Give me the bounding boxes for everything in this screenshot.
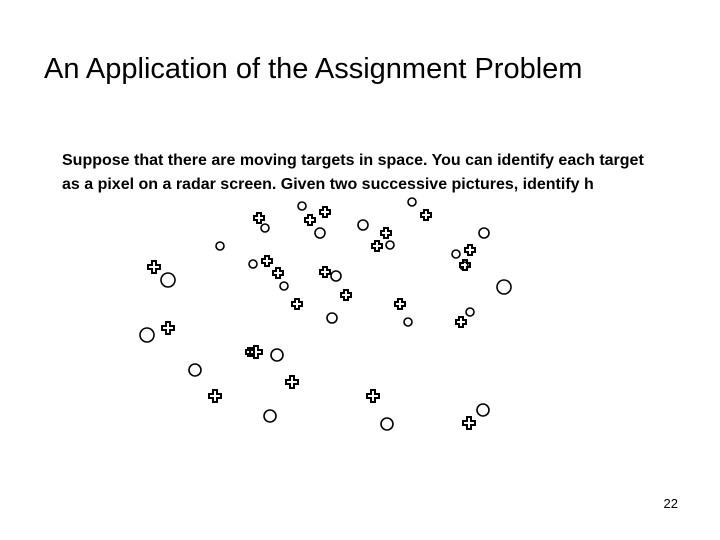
target-plus-icon — [320, 267, 330, 277]
target-circle-icon — [358, 220, 368, 230]
target-plus-icon — [292, 299, 302, 309]
target-plus-icon — [367, 390, 379, 402]
target-circle-icon — [479, 228, 489, 238]
target-plus-icon — [162, 322, 174, 334]
target-circle-icon — [404, 318, 412, 326]
target-plus-icon — [372, 241, 382, 251]
target-circle-icon — [271, 349, 283, 361]
target-plus-icon — [381, 228, 391, 238]
target-circle-icon — [264, 410, 276, 422]
target-plus-icon — [463, 417, 475, 429]
target-circle-icon — [189, 364, 201, 376]
slide-body-text: Suppose that there are moving targets in space. You can identify each target as a pixel on a radar screen. Given two successive pictures, identify h — [62, 152, 644, 193]
target-circle-icon — [161, 273, 175, 287]
target-plus-icon — [320, 207, 330, 217]
page-number: 22 — [663, 496, 678, 511]
target-plus-icon — [341, 290, 351, 300]
target-plus-icon — [254, 213, 264, 223]
target-circle-icon — [216, 242, 224, 250]
target-plus-icon — [395, 299, 405, 309]
target-circle-icon — [497, 280, 511, 294]
target-plus-icon — [209, 390, 221, 402]
target-circle-icon — [140, 328, 154, 342]
target-circle-icon — [298, 202, 306, 210]
slide-title: An Application of the Assignment Problem — [44, 53, 583, 85]
target-circle-icon — [386, 241, 394, 249]
target-plus-icon — [273, 268, 283, 278]
target-plus-icon — [286, 376, 298, 388]
target-circle-icon — [452, 250, 460, 258]
target-plus-icon — [262, 256, 272, 266]
target-circle-icon — [280, 282, 288, 290]
target-circle-icon — [315, 228, 325, 238]
target-plus-icon — [465, 245, 475, 255]
target-plus-icon — [148, 261, 160, 273]
target-plus-icon — [456, 317, 466, 327]
target-circle-icon — [249, 260, 257, 268]
target-plus-icon — [421, 210, 431, 220]
target-circle-icon — [261, 224, 269, 232]
target-circle-icon — [327, 313, 337, 323]
target-circle-icon — [331, 271, 341, 281]
target-circle-icon — [381, 418, 393, 430]
target-circle-icon — [408, 198, 416, 206]
target-plus-icon — [305, 215, 315, 225]
target-circle-icon — [466, 308, 474, 316]
target-circle-icon — [477, 404, 489, 416]
